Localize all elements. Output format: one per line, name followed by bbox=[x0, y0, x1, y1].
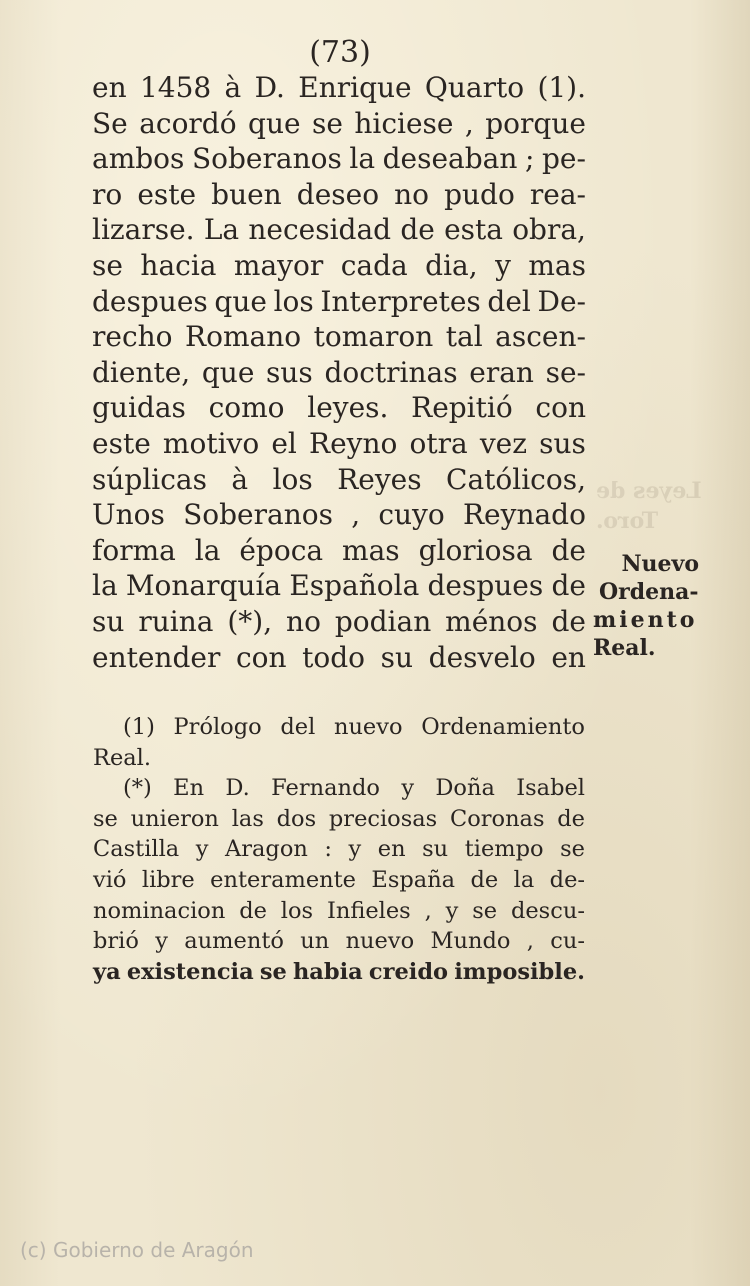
footnote-line bbox=[93, 712, 585, 743]
word: dia, bbox=[425, 248, 478, 282]
text-line bbox=[92, 177, 586, 213]
word: entender bbox=[92, 640, 221, 674]
text-line bbox=[92, 390, 586, 426]
footnote-line bbox=[93, 957, 585, 988]
word: leyes. bbox=[307, 391, 389, 425]
word: se bbox=[259, 958, 287, 985]
word: su bbox=[380, 640, 414, 674]
text-line bbox=[92, 604, 586, 640]
word: los bbox=[273, 284, 314, 318]
word: imposible. bbox=[454, 958, 585, 985]
text-line bbox=[92, 462, 586, 498]
margin-note-line: Real. bbox=[593, 635, 656, 661]
word: En bbox=[173, 775, 205, 802]
word: con bbox=[235, 640, 287, 674]
word: que bbox=[214, 284, 267, 318]
word: desvelo bbox=[428, 640, 536, 674]
word: brió bbox=[93, 928, 139, 955]
word: Doña bbox=[435, 775, 495, 802]
copyright-watermark: (c) Gobierno de Aragón bbox=[20, 1238, 254, 1262]
word: otra bbox=[409, 426, 468, 460]
word: Católicos, bbox=[446, 462, 586, 496]
word: cuyo bbox=[378, 498, 445, 532]
footnote-line bbox=[93, 773, 585, 804]
word: que bbox=[248, 106, 301, 140]
word: gloriosa bbox=[418, 533, 533, 567]
word: unieron bbox=[130, 805, 219, 832]
word: esta bbox=[444, 213, 503, 247]
word: motivo bbox=[162, 426, 260, 460]
word: , bbox=[424, 897, 432, 924]
word: dos bbox=[276, 805, 317, 832]
word: Infieles bbox=[326, 897, 411, 924]
word: el bbox=[271, 426, 297, 460]
word: Mundo bbox=[430, 928, 511, 955]
word: del bbox=[280, 714, 316, 740]
word: despues bbox=[92, 284, 208, 318]
word: Romano bbox=[185, 320, 302, 354]
word: : bbox=[324, 836, 332, 863]
word: lizarse. bbox=[92, 213, 195, 247]
word: (1). bbox=[537, 71, 586, 104]
word: y bbox=[155, 928, 168, 955]
word: de bbox=[551, 569, 586, 603]
word: ascen- bbox=[495, 320, 586, 354]
word: guidas bbox=[92, 391, 186, 425]
word: Enrique bbox=[298, 71, 412, 104]
word: mas bbox=[342, 533, 400, 567]
word: aumentó bbox=[184, 928, 284, 955]
word: existencia bbox=[126, 958, 254, 985]
word: nuevo bbox=[345, 928, 415, 955]
word: de bbox=[470, 866, 499, 893]
text-line bbox=[92, 70, 586, 106]
word: 1458 bbox=[139, 71, 212, 104]
footnote-line bbox=[93, 834, 585, 865]
word: en bbox=[92, 71, 127, 104]
word: forma bbox=[92, 533, 176, 567]
word: con bbox=[535, 391, 586, 425]
word: un bbox=[300, 928, 330, 955]
margin-note bbox=[593, 550, 705, 662]
word: (*) bbox=[123, 775, 152, 802]
word: Soberanos bbox=[183, 498, 333, 532]
word: Prólogo bbox=[173, 714, 262, 740]
page-number: (73) bbox=[309, 35, 371, 70]
word: tal bbox=[445, 320, 483, 354]
word: (1) bbox=[123, 714, 155, 740]
word: Castilla bbox=[93, 836, 180, 863]
word: Reyno bbox=[309, 426, 398, 460]
word: Monarquía bbox=[125, 569, 282, 603]
word: Ordenamiento bbox=[421, 714, 585, 740]
word: y bbox=[495, 248, 511, 282]
word: que bbox=[201, 355, 255, 389]
word: se bbox=[311, 106, 343, 140]
word: hiciese bbox=[354, 106, 454, 140]
word: Reyes bbox=[337, 462, 422, 496]
word: descu- bbox=[510, 897, 585, 924]
word: de- bbox=[549, 866, 585, 893]
margin-note-line: Nuevo bbox=[621, 551, 699, 577]
word: (*), bbox=[227, 604, 273, 638]
word: Soberanos bbox=[191, 142, 342, 176]
word: tomaron bbox=[313, 320, 434, 354]
text-line bbox=[92, 248, 586, 284]
word: no bbox=[286, 604, 321, 638]
word: ; bbox=[524, 142, 535, 176]
word: España bbox=[371, 866, 456, 893]
word: época bbox=[239, 533, 324, 567]
word: sus bbox=[539, 426, 586, 460]
text-line bbox=[92, 355, 586, 391]
word: deseaban bbox=[382, 142, 518, 176]
text-line bbox=[92, 212, 586, 248]
margin-note-line: miento bbox=[593, 607, 698, 633]
word: de bbox=[400, 213, 435, 247]
word: este bbox=[137, 177, 197, 211]
word: nominacion bbox=[93, 897, 226, 924]
word: Quarto bbox=[424, 71, 525, 104]
word: De- bbox=[537, 284, 586, 318]
word: se bbox=[92, 248, 123, 282]
word: ya bbox=[93, 958, 121, 985]
word: obra, bbox=[512, 213, 586, 247]
word: tiempo bbox=[464, 836, 544, 863]
word: se- bbox=[545, 355, 586, 389]
word: pe- bbox=[541, 142, 586, 176]
word: la bbox=[92, 569, 118, 603]
word: su bbox=[92, 604, 125, 638]
word: se bbox=[93, 805, 118, 832]
word: su bbox=[422, 836, 449, 863]
word: necesidad bbox=[248, 213, 392, 247]
word: y bbox=[195, 836, 209, 863]
word: ruina bbox=[138, 604, 214, 638]
word: Se bbox=[92, 106, 128, 140]
word: mas bbox=[528, 248, 586, 282]
word: creido bbox=[368, 958, 449, 985]
word: ro bbox=[92, 177, 123, 211]
word: súplicas bbox=[92, 462, 207, 496]
text-line bbox=[92, 533, 586, 569]
word: podian bbox=[334, 604, 432, 638]
word: en bbox=[377, 836, 406, 863]
word: las bbox=[231, 805, 264, 832]
word: de bbox=[557, 805, 585, 832]
word: D. bbox=[254, 71, 285, 104]
footnote-line bbox=[93, 926, 585, 957]
word: ménos bbox=[445, 604, 538, 638]
word: Coronas bbox=[450, 805, 545, 832]
word: vez bbox=[479, 426, 527, 460]
margin-note-line: Ordena- bbox=[599, 579, 699, 605]
word: hacia bbox=[140, 248, 217, 282]
main-text-block bbox=[92, 70, 586, 675]
word: despues bbox=[427, 569, 544, 603]
word: Española bbox=[289, 569, 420, 603]
word: se bbox=[560, 836, 585, 863]
word: rea- bbox=[529, 177, 586, 211]
footnotes-block bbox=[93, 712, 585, 987]
word: La bbox=[203, 213, 240, 247]
word: los bbox=[280, 897, 314, 924]
word: nuevo bbox=[333, 714, 403, 740]
footnote-line bbox=[93, 896, 585, 927]
word: y bbox=[348, 836, 362, 863]
word: ambos bbox=[92, 142, 185, 176]
word: pudo bbox=[444, 177, 515, 211]
show-through-text-2: Toro. bbox=[596, 508, 659, 534]
word: Interpretes bbox=[320, 284, 481, 318]
text-line bbox=[92, 568, 586, 604]
word: se bbox=[472, 897, 498, 924]
word: no bbox=[394, 177, 430, 211]
text-line bbox=[92, 497, 586, 533]
word: los bbox=[272, 462, 313, 496]
word: buen bbox=[211, 177, 282, 211]
word: deseo bbox=[296, 177, 380, 211]
word: preciosas bbox=[328, 805, 438, 832]
word: acordó bbox=[139, 106, 237, 140]
word: de bbox=[239, 897, 267, 924]
word: mayor bbox=[233, 248, 324, 282]
word: Aragon bbox=[225, 836, 308, 863]
word: todo bbox=[302, 640, 366, 674]
word: este bbox=[92, 426, 151, 460]
text-line bbox=[92, 426, 586, 462]
word: porque bbox=[485, 106, 586, 140]
word: como bbox=[208, 391, 285, 425]
text-line bbox=[92, 284, 586, 320]
word: recho bbox=[92, 320, 173, 354]
word: , bbox=[351, 498, 361, 532]
word: , bbox=[464, 106, 474, 140]
word: del bbox=[487, 284, 531, 318]
word: vió bbox=[93, 866, 127, 893]
word: sus bbox=[266, 355, 313, 389]
text-line bbox=[92, 141, 586, 177]
word: à bbox=[224, 71, 242, 104]
word: Isabel bbox=[516, 775, 585, 802]
word: cu- bbox=[550, 928, 585, 955]
word: Reynado bbox=[462, 498, 586, 532]
footnote-line bbox=[93, 743, 585, 774]
footnote-line bbox=[93, 865, 585, 896]
word: y bbox=[401, 775, 415, 802]
word: Real. bbox=[93, 744, 152, 771]
word: en bbox=[551, 640, 586, 674]
text-line bbox=[92, 640, 586, 676]
word: enteramente bbox=[210, 866, 356, 893]
word: la bbox=[513, 866, 535, 893]
word: doctrinas bbox=[324, 355, 458, 389]
word: eran bbox=[469, 355, 534, 389]
word: , bbox=[526, 928, 534, 955]
word: Repitió bbox=[411, 391, 513, 425]
word: Fernando bbox=[271, 775, 380, 802]
word: habia bbox=[292, 958, 363, 985]
footnote-line bbox=[93, 804, 585, 835]
word: de bbox=[551, 604, 586, 638]
word: de bbox=[551, 533, 586, 567]
word: y bbox=[445, 897, 459, 924]
word: Unos bbox=[92, 498, 165, 532]
word: la bbox=[349, 142, 376, 176]
show-through-text: Leyes de bbox=[596, 478, 702, 504]
text-line bbox=[92, 106, 586, 142]
word: diente, bbox=[92, 355, 191, 389]
word: D. bbox=[225, 775, 250, 802]
word: libre bbox=[141, 866, 195, 893]
text-line bbox=[92, 319, 586, 355]
word: la bbox=[194, 533, 221, 567]
word: à bbox=[231, 462, 249, 496]
word: cada bbox=[340, 248, 408, 282]
